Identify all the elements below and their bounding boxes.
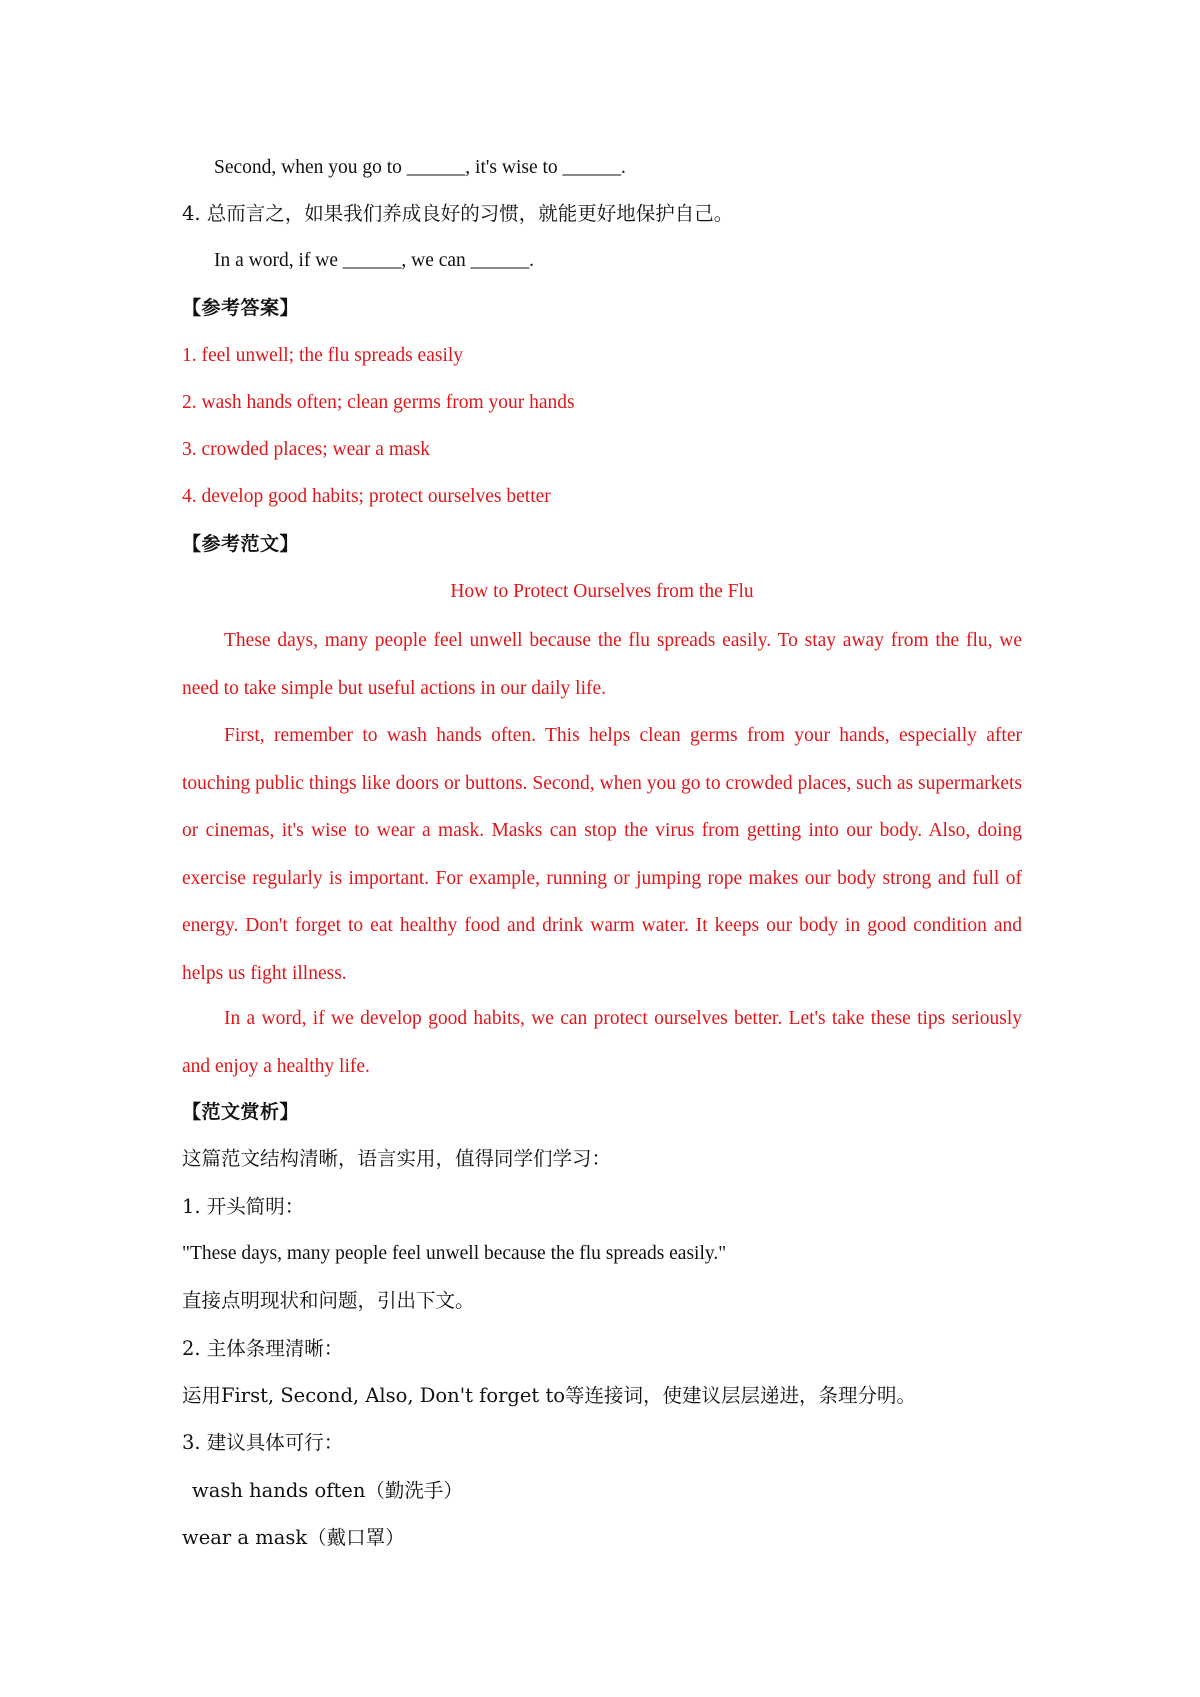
analysis-point-3-title: 3. 建议具体可行：	[182, 1431, 344, 1454]
analysis-point-3-item-2: wear a mask（戴口罩）	[182, 1526, 405, 1549]
analysis-point-2-note: 运用First, Second, Also, Don't forget to等连接词，使建议层层递进，条理分明。	[182, 1384, 917, 1407]
analysis-point-3-item-1: wash hands often（勤洗手）	[192, 1479, 463, 1502]
exercise-item-4-english: In a word, if we ______, we can ______.	[214, 250, 535, 271]
sample-essay-header: 【参考范文】	[182, 533, 300, 555]
answer-item-1: 1. feel unwell; the flu spreads easily	[182, 345, 464, 366]
answer-item-3: 3. crowded places; wear a mask	[182, 439, 430, 460]
answer-item-4: 4. develop good habits; protect ourselves better	[182, 486, 551, 507]
sample-essay-title: How to Protect Ourselves from the Flu	[450, 581, 754, 602]
answers-header: 【参考答案】	[182, 297, 300, 319]
exercise-item-4-chinese: 4. 总而言之，如果我们养成良好的习惯，就能更好地保护自己。	[182, 202, 734, 225]
analysis-intro: 这篇范文结构清晰，语言实用，值得同学们学习：	[182, 1147, 612, 1170]
analysis-point-1-title: 1. 开头简明：	[182, 1195, 305, 1218]
answer-item-2: 2. wash hands often; clean germs from your hands	[182, 392, 575, 413]
analysis-point-1-quote: "These days, many people feel unwell because the flu spreads easily."	[182, 1243, 727, 1264]
sample-essay-paragraph-3: In a word, if we develop good habits, we can protect ourselves better. Let's take these tips seriously and enjoy a healthy life.	[182, 1008, 1022, 1077]
sample-essay-paragraph-1: These days, many people feel unwell because the flu spreads easily. To stay away from the flu, we need to take simple but useful actions in our daily life.	[182, 630, 1022, 699]
analysis-point-1-note: 直接点明现状和问题，引出下文。	[182, 1289, 475, 1312]
analysis-header: 【范文赏析】	[182, 1101, 300, 1123]
analysis-point-2-title: 2. 主体条理清晰：	[182, 1337, 344, 1360]
exercise-line-3-second: Second, when you go to ______, it's wise to ______.	[214, 157, 626, 178]
sample-essay-paragraph-2: First, remember to wash hands often. This helps clean germs from your hands, especially after touching public things like doors or buttons. Second, when you go to crowded places, such as supermarkets or cinemas, it's wise to wear a mask. Masks can stop the virus from getting into our body. Also, doing exercise regularly is important. For example, running or jumping rope makes our body strong and full of energy. Don't forget to eat healthy food and drink warm water. It keeps our body in good condition and helps us fight illness.	[182, 725, 1022, 984]
